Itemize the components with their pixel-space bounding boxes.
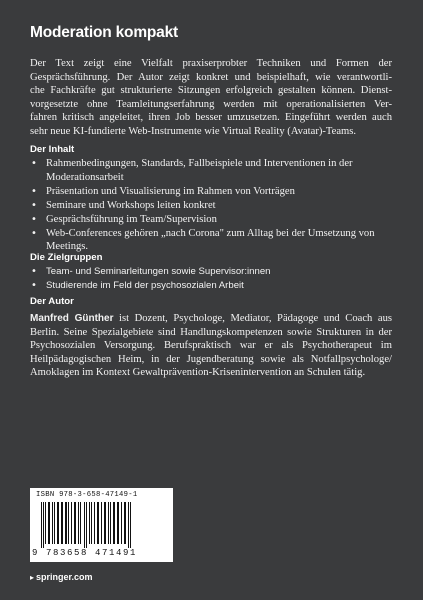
list-item: • Seminare und Workshops leiten konkret — [30, 199, 390, 213]
intro-line: fahren kritisch angeleitet, ihren Job besser umzusetzen. Eingeführt werden auch — [30, 112, 392, 124]
isbn-barcode — [30, 488, 173, 562]
barcode-bar — [89, 502, 90, 544]
barcode-bar — [74, 502, 76, 544]
triangle-right-icon: ▸ — [30, 573, 35, 582]
barcode-bar — [45, 502, 46, 544]
barcode-bar — [117, 502, 119, 544]
barcode-bar — [94, 502, 95, 544]
barcode-bar — [104, 502, 106, 544]
list-item: • Gesprächsführung im Team/Supervision — [30, 213, 390, 227]
barcode-bar — [61, 502, 63, 544]
list-item: • Präsentation und Visualisierung im Rahmen von Vorträgen — [30, 185, 390, 199]
barcode-bar — [124, 502, 126, 544]
barcode-bar — [128, 502, 129, 548]
section-heading-zielgruppen: Die Zielgruppen — [30, 252, 103, 263]
list-item: • Web-Conferences gehören „nach Corona" zum Alltag bei der Umsetzung von Meetings. — [30, 227, 390, 254]
barcode-bar — [65, 502, 67, 544]
author-name: Manfred Günther — [30, 313, 114, 324]
barcode-bar — [86, 502, 87, 548]
barcode-bars — [39, 502, 165, 548]
intro-line: Der Text zeigt eine Vielfalt praxiserprobter Techniken und Formen der — [30, 58, 392, 69]
barcode-bar — [48, 502, 50, 544]
barcode-bar — [130, 502, 131, 548]
list-item: • Studierende im Feld der psychosozialen Arbeit — [30, 279, 390, 292]
barcode-digits: 9 783658 471491 — [32, 548, 138, 558]
barcode-bar — [108, 502, 109, 544]
author-bio — [30, 312, 392, 380]
section-heading-inhalt: Der Inhalt — [30, 144, 75, 155]
intro-line: sehr neue KI-fundierte Web-Instrumente wie Virtual Reality (Avatar)-Teams. — [30, 125, 357, 137]
barcode-bar — [113, 502, 115, 544]
book-title: Moderation kompakt — [30, 24, 178, 41]
barcode-bar — [101, 502, 102, 544]
barcode-bar — [110, 502, 111, 544]
section-heading-autor: Der Autor — [30, 296, 74, 307]
barcode-bar — [80, 502, 81, 544]
list-item: • Team- und Seminarleitungen sowie Supervisor:innen — [30, 265, 390, 278]
barcode-bar — [43, 502, 44, 548]
publisher-url: springer.com — [36, 572, 93, 582]
barcode-bar — [71, 502, 72, 544]
isbn-label: ISBN 978-3-658-47149-1 — [36, 491, 138, 499]
zielgruppen-list — [30, 265, 390, 293]
barcode-bar — [52, 502, 53, 544]
intro-line: vorgesetzte ohne Teamleitungserfahrung werden mit operationalisierten Ver- — [30, 98, 392, 110]
barcode-bar — [97, 502, 99, 544]
barcode-bar — [41, 502, 42, 548]
author-bio-text: ist Dozent, Psychologe, Mediator, Pädagoge und Coach aus Berlin. Seine Spezialgebiete sind Handlungskompetenzen sowie Strukturen in der Psychosozialen Versorgung. Berufspraktisch war er als Psychotherapeut im Heilpädagogischen Heim, in der Jugendberatung sowie als Notfallpsychologe/ Amoklagen im Kontext Gewaltprävention-Krisenintervention an Schulen tätig. — [30, 313, 392, 379]
barcode-bar — [57, 502, 59, 544]
barcode-bar — [121, 502, 122, 544]
publisher-footer — [30, 572, 93, 582]
inhalt-list — [30, 157, 390, 254]
intro-text — [30, 57, 392, 138]
barcode-bar — [78, 502, 79, 544]
barcode-bar — [84, 502, 85, 548]
barcode-bar — [54, 502, 55, 544]
intro-line: che Fachkräfte gut strukturierte Sitzungen erfolgreich gestalten können. Dienst- — [30, 85, 392, 97]
intro-line: Gesprächsführung. Der Autor zeigt konkret und beispielhaft, wie verantwortli- — [30, 71, 392, 83]
list-item: • Rahmenbedingungen, Standards, Fallbeispiele und Interventionen in der Moderationsarbeit — [30, 157, 390, 184]
barcode-bar — [91, 502, 92, 544]
barcode-bar — [68, 502, 69, 544]
